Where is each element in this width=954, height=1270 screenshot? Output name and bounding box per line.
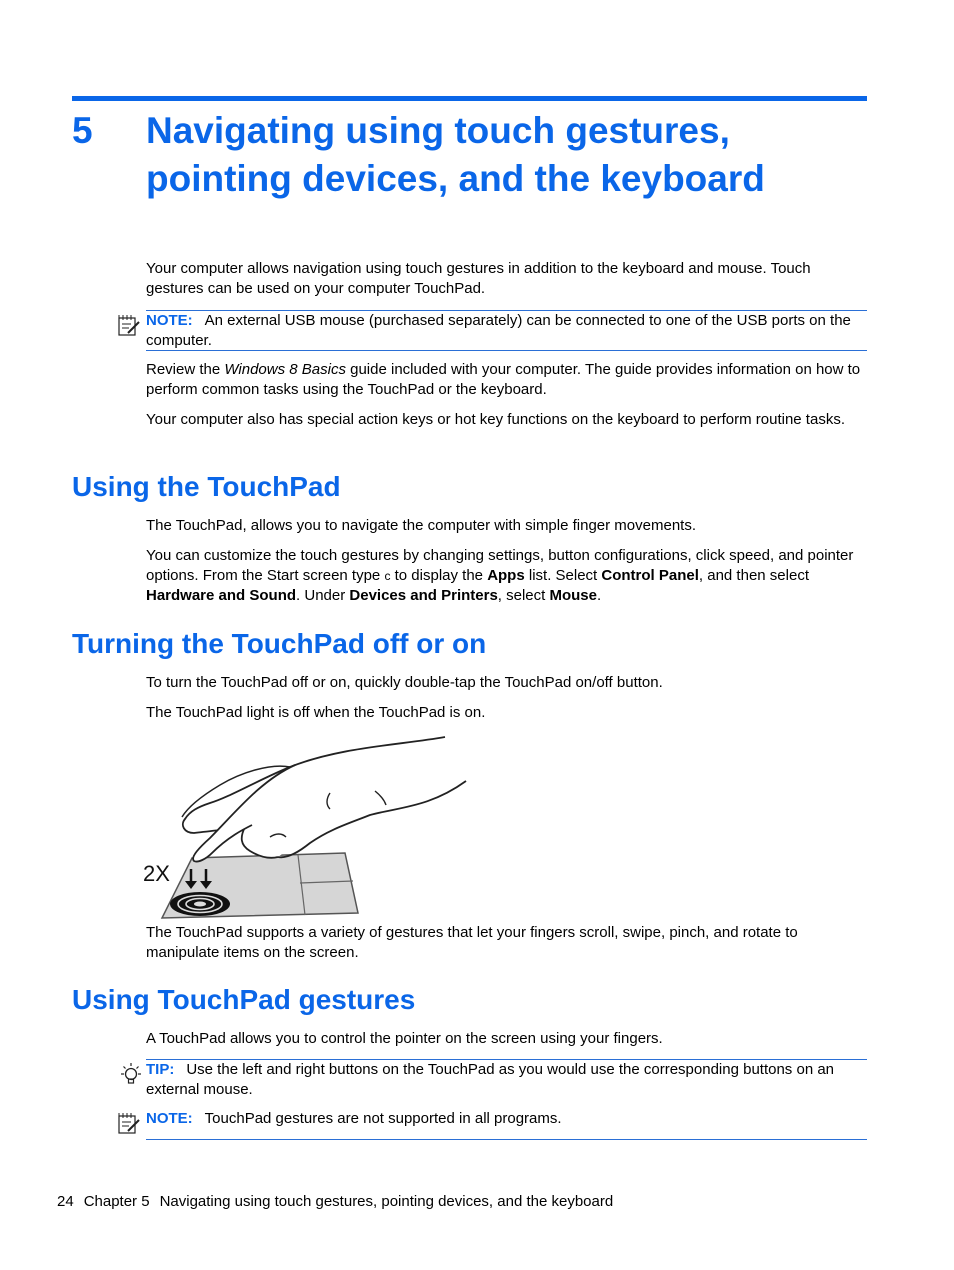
gestures-paragraph-1: A TouchPad allows you to control the pointer on the screen using your fingers. [146,1030,663,1047]
heading-turning-touchpad: Turning the TouchPad off or on [72,628,487,659]
page-footer [57,1192,623,1212]
term-apps: Apps [487,567,525,584]
text-run: , and then select [698,567,809,584]
note-icon [116,314,142,343]
text-run: . [597,587,602,604]
toggle-paragraph-1: To turn the TouchPad off or on, quickly double-tap the TouchPad on/off button. [146,674,663,691]
tip-label: TIP: [146,1061,175,1078]
note-label: NOTE: [146,1110,193,1127]
note-text: TouchPad gestures are not supported in all programs. [204,1110,562,1127]
chapter-number: 5 [72,110,93,151]
text-run: Review the [146,361,225,378]
text-run: . Under [296,587,350,604]
tip-text: Use the left and right buttons on the TouchPad as you would use the corresponding buttons on an external mouse. [146,1061,835,1098]
text-run: , select [497,587,550,604]
note-icon [116,1112,142,1141]
note-bottom-rule [146,1139,867,1140]
page-number: 24 [57,1193,74,1210]
heading-using-gestures: Using TouchPad gestures [72,984,416,1015]
type-glyph: c [384,569,391,583]
term-hardware-and-sound: Hardware and Sound [146,587,297,604]
text-run: list. Select [524,567,602,584]
note-label: NOTE: [146,312,193,329]
intro-paragraph-2 [146,360,868,400]
note-top-rule [146,310,867,311]
note-text: An external USB mouse (purchased separately) can be connected to one of the USB ports on the computer. [146,312,851,349]
heading-using-touchpad: Using the TouchPad [72,471,341,502]
touchpad-double-tap-illustration [140,733,470,923]
footer-chapter-title: Navigating using touch gestures, pointing devices, and the keyboard [159,1193,614,1210]
term-control-panel: Control Panel [601,567,699,584]
touchpad-paragraph-1: The TouchPad, allows you to navigate the computer with simple finger movements. [146,517,697,534]
double-tap-label: 2X [143,861,170,886]
tip-buttons [146,1060,867,1100]
note-gestures-support [146,1109,867,1129]
footer-chapter-label: Chapter 5 [83,1193,150,1210]
text-run: You can customize the touch gestures by changing settings, button configurations, click speed, and pointer options. From the Start screen type [146,547,854,584]
toggle-paragraph-3: The TouchPad supports a variety of gestures that let your fingers scroll, swipe, pinch, and rotate to manipulate items on the screen. [146,924,798,961]
toggle-paragraph-2: The TouchPad light is off when the TouchPad is on. [146,704,486,721]
text-run: to display the [390,567,488,584]
lightbulb-icon [118,1062,144,1093]
note-bottom-rule [146,350,867,351]
chapter-title: Navigating using touch gestures, pointing devices, and the keyboard [146,110,765,199]
tip-top-rule [146,1059,867,1060]
note-usb-mouse [146,311,867,351]
intro-paragraph-3: Your computer also has special action keys or hot key functions on the keyboard to perform routine tasks. [146,411,845,428]
term-mouse: Mouse [549,587,597,604]
text-run: guide included with your computer. The guide provides information on how to perform common tasks using the TouchPad or the keyboard. [146,361,861,398]
chapter-top-rule [72,96,867,101]
guide-title: Windows 8 Basics [224,361,346,378]
touchpad-illustration-svg [140,733,470,923]
term-devices-and-printers: Devices and Printers [349,587,498,604]
touchpad-paragraph-2 [146,546,868,606]
intro-paragraph-1: Your computer allows navigation using touch gestures in addition to the keyboard and mouse. Touch gestures can be used on your computer TouchPad. [146,260,811,297]
